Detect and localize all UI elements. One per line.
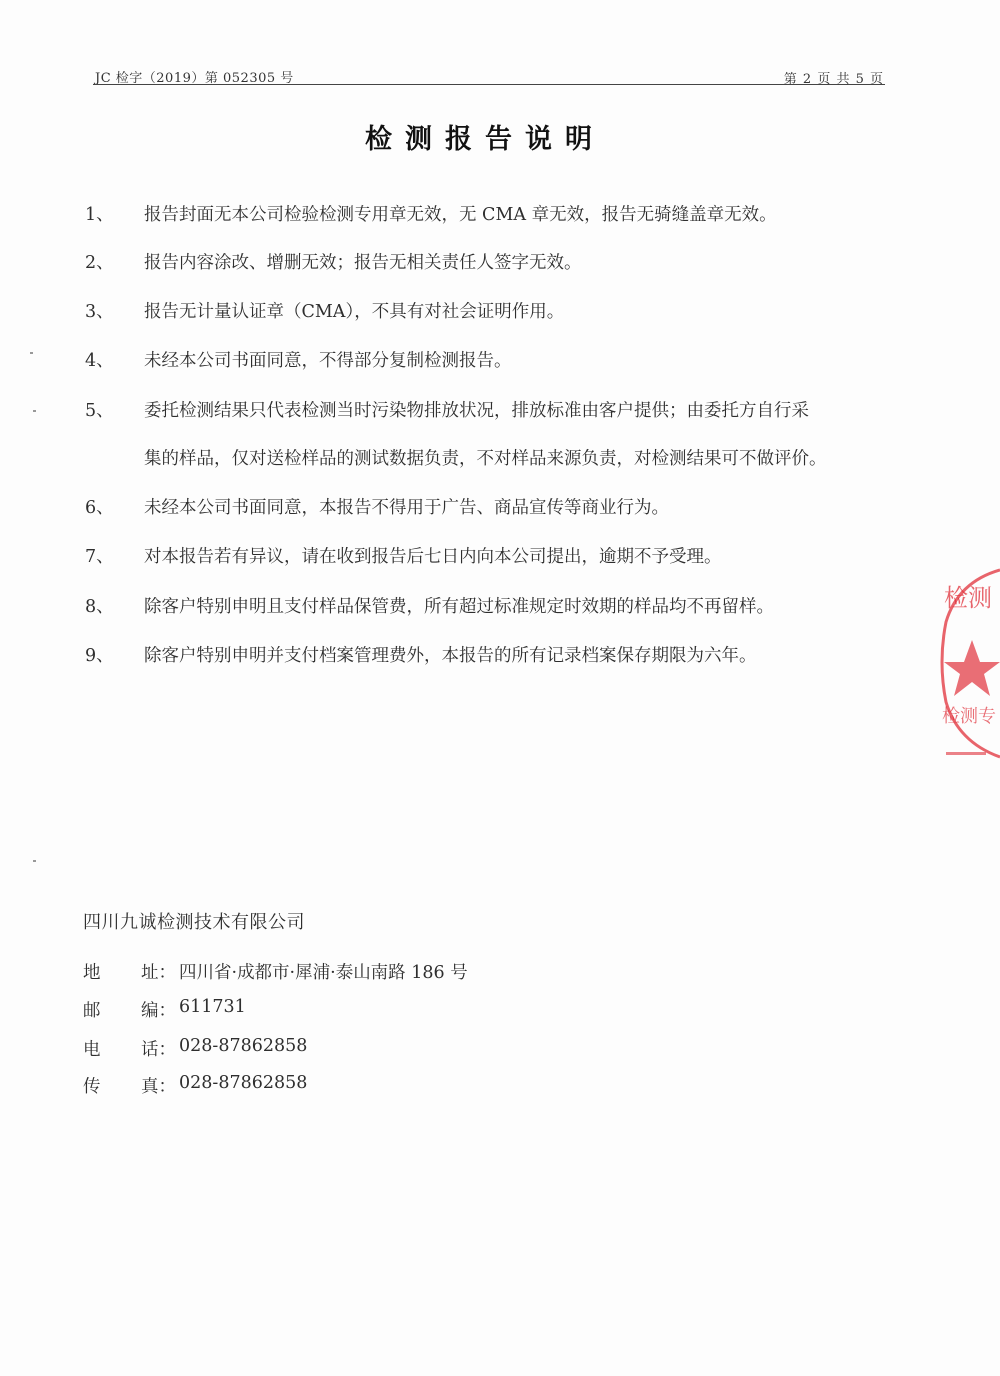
item-number: 9、 xyxy=(85,646,114,666)
item-number: 1、 xyxy=(85,205,114,225)
item-number: 3、 xyxy=(85,302,114,322)
page-indicator: 第 2 页 共 5 页 xyxy=(783,72,884,87)
seal-stamp xyxy=(938,562,1000,762)
scan-mark xyxy=(33,410,36,412)
item-text-continued: 集的样品，仅对送检样品的测试数据负责，不对样品来源负责，对检测结果可不做评价。 xyxy=(144,449,827,469)
item-number: 5、 xyxy=(85,401,114,421)
scan-mark xyxy=(33,860,36,862)
item-text: 报告内容涂改、增删无效；报告无相关责任人签字无效。 xyxy=(144,253,582,273)
seal-text-top: 检测 xyxy=(944,584,992,612)
contact-label: 话： xyxy=(141,1040,176,1060)
document-number: JC 检字（2019）第 052305 号 xyxy=(95,71,294,86)
seal-text-bottom: 检测专 xyxy=(942,706,996,727)
contact-label: 真： xyxy=(141,1077,176,1097)
page-title: 检测报告说明 xyxy=(365,124,605,155)
contact-label: 邮 xyxy=(83,1001,101,1021)
item-text: 委托检测结果只代表检测当时污染物排放状况，排放标准由客户提供；由委托方自行采 xyxy=(144,401,809,421)
company-name: 四川九诚检测技术有限公司 xyxy=(83,912,305,933)
contact-value: 611731 xyxy=(179,997,246,1017)
item-text: 报告无计量认证章（CMA），不具有对社会证明作用。 xyxy=(144,302,565,322)
seal-star-icon xyxy=(944,640,1000,696)
item-number: 7、 xyxy=(85,547,114,567)
contact-label: 编： xyxy=(141,1001,176,1021)
item-text: 除客户特别申明且支付样品保管费，所有超过标准规定时效期的样品均不再留样。 xyxy=(144,597,774,617)
header-divider xyxy=(93,84,885,85)
item-number: 4、 xyxy=(85,351,114,371)
item-text: 对本报告若有异议，请在收到报告后七日内向本公司提出，逾期不予受理。 xyxy=(144,547,722,567)
contact-value: 028-87862858 xyxy=(179,1073,308,1093)
item-text: 未经本公司书面同意，本报告不得用于广告、商品宣传等商业行为。 xyxy=(144,498,669,518)
contact-value: 四川省·成都市·犀浦·泰山南路 186 号 xyxy=(179,963,468,983)
contact-value: 028-87862858 xyxy=(179,1036,308,1056)
item-number: 2、 xyxy=(85,253,114,273)
item-number: 8、 xyxy=(85,597,114,617)
contact-label: 传 xyxy=(83,1077,101,1097)
item-text: 除客户特别申明并支付档案管理费外，本报告的所有记录档案保存期限为六年。 xyxy=(144,646,757,666)
scan-mark xyxy=(30,352,33,354)
item-text: 未经本公司书面同意，不得部分复制检测报告。 xyxy=(144,351,512,371)
item-number: 6、 xyxy=(85,498,114,518)
contact-label: 地 xyxy=(83,963,101,983)
item-text: 报告封面无本公司检验检测专用章无效，无 CMA 章无效，报告无骑缝盖章无效。 xyxy=(144,205,777,225)
contact-label: 址： xyxy=(141,963,176,983)
contact-label: 电 xyxy=(83,1040,101,1060)
